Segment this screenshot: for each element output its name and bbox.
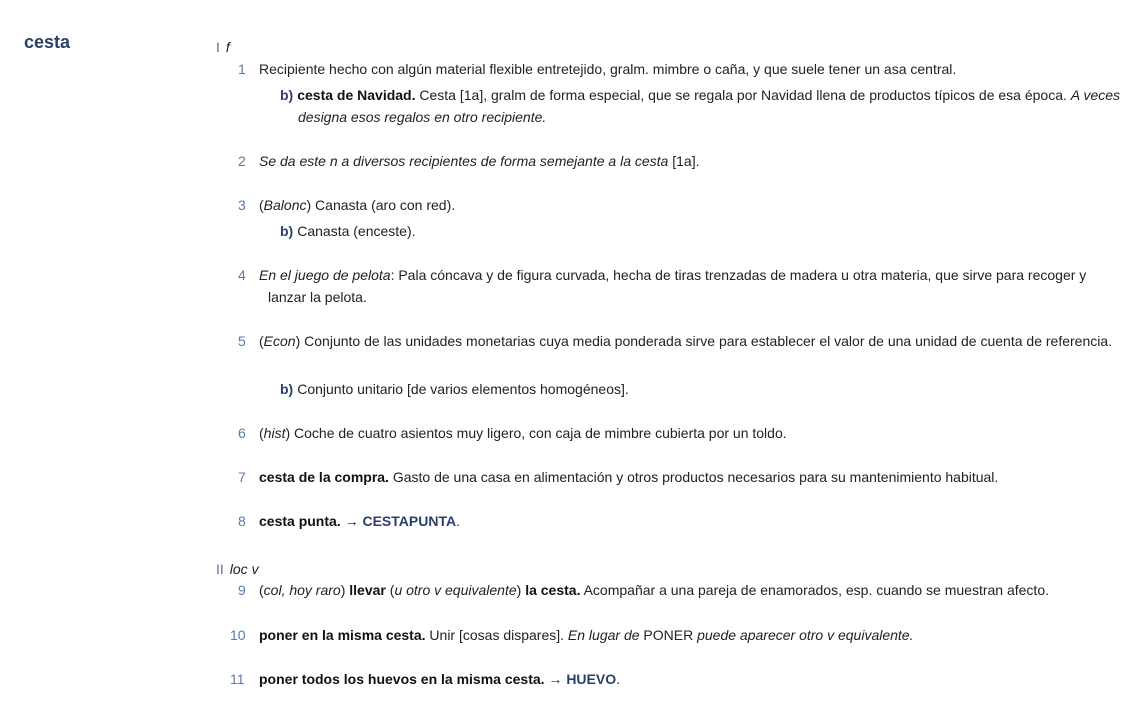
sense-text-italic: Se da este n a diversos recipientes de forma semejante a la cesta bbox=[259, 153, 669, 169]
phrase: cesta punta. bbox=[259, 513, 341, 529]
sense-3: 3 (Balonc) Canasta (aro con red). bbox=[238, 197, 456, 213]
section-ii-label bbox=[216, 561, 259, 577]
domain-label: hist bbox=[263, 425, 286, 441]
period: . bbox=[456, 513, 460, 529]
register-label: col, hoy raro bbox=[263, 582, 341, 598]
paren-open: ( bbox=[259, 425, 264, 441]
sense-text: [1a]. bbox=[668, 153, 700, 169]
usage-note: puede aparecer otro v equivalente. bbox=[693, 627, 914, 643]
sense-text: Acompañar a una pareja de enamorados, esp. cuando se muestran afecto. bbox=[580, 582, 1049, 598]
sense-text: Conjunto de las unidades monetarias cuya media ponderada sirve para establecer el valor de una unidad de cuenta de referencia. bbox=[304, 333, 1113, 349]
domain-label: Balonc bbox=[263, 197, 307, 213]
sense-1: 1 Recipiente hecho con algún material flexible entretejido, gralm. mimbre o caña, y que suele tener un asa central. bbox=[238, 61, 957, 77]
sense-text: Coche de cuatro asientos muy ligero, con caja de mimbre cubierta por un toldo. bbox=[294, 425, 787, 441]
sense-5: 5 (Econ) Conjunto de las unidades monetarias cuya media ponderada sirve para establecer el valor de una unidad de cuenta de referencia. bbox=[238, 333, 1113, 349]
sub-letter: b) bbox=[280, 381, 294, 397]
section-gram: f bbox=[225, 39, 230, 55]
paren-close: ) bbox=[340, 582, 350, 598]
phrase: la cesta. bbox=[525, 582, 581, 598]
paren-open: ( bbox=[385, 582, 395, 598]
sense-text: : Pala cóncava y de figura curvada, hecha de tiras trenzadas de madera u otra materia, que sirve para recoger y lanzar la pelota. bbox=[268, 267, 1087, 305]
section-gram: loc v bbox=[229, 561, 259, 577]
phrase: poner en la misma cesta. bbox=[259, 627, 426, 643]
variant-note: u otro v equivalente bbox=[394, 582, 517, 598]
paren-open: ( bbox=[259, 582, 264, 598]
usage-note: En lugar de bbox=[567, 627, 644, 643]
sense-text: Canasta (enceste). bbox=[297, 223, 416, 239]
sense-7: 7 cesta de la compra. Gasto de una casa en alimentación y otros productos necesarios para su mantenimiento habitual. bbox=[238, 469, 999, 485]
sense-11: 11 poner todos los huevos en la misma cesta. → HUEVO. bbox=[230, 671, 620, 687]
context-label: En el juego de pelota bbox=[259, 267, 391, 283]
paren-close: ) bbox=[306, 197, 316, 213]
cross-reference-link[interactable]: HUEVO bbox=[566, 671, 617, 687]
sense-5b bbox=[280, 378, 1128, 400]
sense-2: 2 Se da este n a diversos recipientes de forma semejante a la cesta [1a]. bbox=[238, 153, 700, 169]
section-roman: II bbox=[216, 561, 224, 577]
paren-close: ) bbox=[516, 582, 526, 598]
sense-text: Cesta [1a], gralm de forma especial, que se regala por Navidad llena de productos típicos de esa época. bbox=[415, 87, 1071, 103]
section-roman: I bbox=[216, 39, 220, 55]
sense-1b bbox=[280, 84, 1128, 128]
arrow: → bbox=[544, 671, 567, 687]
paren-close: ) bbox=[295, 333, 305, 349]
phrase: llevar bbox=[349, 582, 386, 598]
sense-text: Conjunto unitario [de varios elementos homogéneos]. bbox=[297, 381, 629, 397]
sense-9: 9 (col, hoy raro) llevar (u otro v equivalente) la cesta. Acompañar a una pareja de enamorados, esp. cuando se muestran afecto. bbox=[238, 582, 1049, 598]
sense-text: Gasto de una casa en alimentación y otros productos necesarios para su mantenimiento habitual. bbox=[388, 469, 999, 485]
sub-letter: b) bbox=[280, 87, 294, 103]
paren-open: ( bbox=[259, 333, 264, 349]
arrow: → bbox=[340, 513, 363, 529]
cross-reference-link[interactable]: CESTAPUNTA bbox=[362, 513, 457, 529]
sense-10: 10 poner en la misma cesta. Unir [cosas dispares]. En lugar de PONER puede aparecer otro v equivalente. bbox=[230, 627, 914, 643]
sense-3b bbox=[280, 220, 1128, 242]
sub-letter: b) bbox=[280, 223, 294, 239]
sense-6: 6 (hist) Coche de cuatro asientos muy ligero, con caja de mimbre cubierta por un toldo. bbox=[238, 425, 787, 441]
sense-4: 4 En el juego de pelota: Pala cóncava y de figura curvada, hecha de tiras trenzadas de madera u otra materia, que sirve para recoger y lanzar la pelota. bbox=[238, 267, 1087, 305]
sense-text: Canasta (aro con red). bbox=[315, 197, 456, 213]
domain-label: Econ bbox=[263, 333, 296, 349]
usage-note: A veces designa esos regalos en otro recipiente. bbox=[298, 87, 1121, 125]
phrase: cesta de Navidad. bbox=[297, 87, 416, 103]
period: . bbox=[616, 671, 620, 687]
sense-text: Unir [cosas dispares]. bbox=[425, 627, 568, 643]
section-i-label bbox=[216, 39, 230, 55]
phrase: poner todos los huevos en la misma cesta. bbox=[259, 671, 545, 687]
sense-text: Recipiente hecho con algún material flexible entretejido, gralm. mimbre o caña, y que suele tener un asa central. bbox=[259, 61, 957, 77]
paren-close: ) bbox=[285, 425, 295, 441]
usage-note-smallcaps: PONER bbox=[643, 627, 694, 643]
sense-8: 8 cesta punta. → CESTAPUNTA. bbox=[238, 513, 460, 529]
headword: cesta bbox=[24, 32, 71, 52]
phrase: cesta de la compra. bbox=[259, 469, 389, 485]
paren-open: ( bbox=[259, 197, 264, 213]
